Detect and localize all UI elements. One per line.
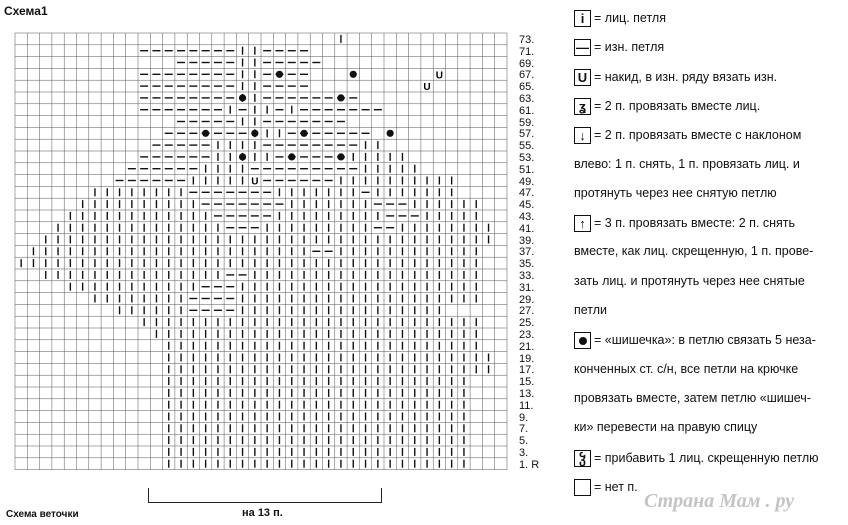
watermark: Страна Мам . ру: [644, 490, 795, 512]
legend-item: [574, 450, 819, 467]
row-number: 27.: [519, 305, 535, 318]
legend-item: [574, 215, 795, 232]
legend-symbol-icon: —: [576, 40, 589, 56]
legend-item: [574, 362, 798, 376]
yarn-over-stitch: U: [423, 82, 431, 94]
legend-text: = изн. петля: [594, 40, 665, 55]
row-number: 15.: [519, 376, 535, 389]
row-number: 49.: [519, 175, 535, 188]
footer-label: Схема веточки: [6, 509, 79, 520]
row-number: 23.: [519, 329, 535, 341]
row-number: 57.: [519, 128, 535, 141]
row-number: 13.: [519, 388, 535, 400]
repeat-label: на 13 п.: [242, 507, 283, 519]
legend-text: зать лиц. и протянуть через нее снятые: [574, 273, 805, 288]
row-number: 39.: [519, 234, 535, 247]
bobble-stitch: [239, 94, 246, 101]
legend-text: = нет п.: [594, 479, 638, 494]
row-number: 5.: [519, 435, 529, 448]
repeat-bracket: [148, 488, 382, 503]
legend-item: [574, 39, 664, 56]
legend-text: протянуть через нее снятую петлю: [574, 185, 777, 200]
row-number: 61.: [519, 104, 535, 117]
legend-item: [574, 244, 813, 258]
legend-item: [574, 303, 607, 317]
legend-symbol-icon: ↓: [574, 127, 591, 144]
legend-item: [574, 98, 760, 115]
legend-symbol-icon: ↑: [574, 215, 591, 232]
row-number: 25.: [519, 317, 535, 330]
legend-item: [574, 420, 757, 434]
legend-text: = лиц. петля: [594, 10, 666, 25]
yarn-over-stitch: U: [251, 176, 259, 188]
legend-item: [574, 10, 666, 27]
legend-item: [574, 69, 777, 86]
row-number: 29.: [519, 293, 535, 306]
row-number: 73.: [519, 34, 535, 46]
legend-item: [574, 186, 777, 200]
legend-item: [574, 157, 800, 171]
legend-symbol-icon: i: [574, 10, 591, 27]
row-number: 65.: [519, 81, 535, 94]
legend-text: = 3 п. провязать вместе: 2 п. снять: [594, 215, 796, 230]
row-number: 71.: [519, 45, 535, 58]
legend-item: [574, 332, 816, 349]
legend-item: [574, 479, 638, 496]
yarn-over-stitch: U: [435, 70, 443, 82]
row-number: 7.: [519, 423, 529, 436]
row-number: 41.: [519, 222, 535, 235]
bobble-stitch: [251, 130, 258, 137]
bobble-stitch: [387, 130, 394, 137]
chart-title: Схема1: [4, 4, 48, 18]
legend-item: [574, 127, 801, 144]
row-number: 35.: [519, 258, 535, 271]
row-number: 31.: [519, 281, 535, 294]
legend-text: влево: 1 п. снять, 1 п. провязать лиц. и: [574, 156, 800, 171]
row-number: 11.: [519, 399, 534, 412]
row-number: 43.: [519, 211, 535, 223]
legend-text: = 2 п. провязать вместе с наклоном: [594, 127, 802, 142]
row-number: 69.: [519, 57, 535, 70]
row-number: 17.: [519, 364, 535, 377]
row-number: 33.: [519, 270, 535, 282]
bobble-stitch: [276, 71, 283, 78]
legend-symbol-icon: U: [574, 69, 591, 86]
legend-text: провязать вместе, затем петлю «шишеч-: [574, 390, 811, 405]
bobble-stitch: [288, 153, 295, 160]
legend-text: вместе, как лиц. скрещенную, 1 п. прове-: [574, 244, 814, 259]
legend-item: [574, 274, 805, 288]
bobble-stitch: [350, 71, 357, 78]
row-number: 3.: [519, 447, 529, 459]
legend-text: = «шишечка»: в петлю связать 5 неза-: [594, 333, 816, 348]
row-number: 1. R: [519, 458, 540, 471]
bobble-stitch: [337, 153, 344, 160]
legend-symbol-icon: [574, 479, 591, 496]
bobble-stitch: [239, 153, 246, 160]
row-number: 59.: [519, 116, 535, 129]
row-number: 63.: [519, 93, 535, 105]
legend-text: ки» перевести на правую спицу: [574, 420, 758, 435]
row-number: 21.: [519, 340, 535, 353]
bobble-stitch: [337, 94, 344, 101]
legend-symbol-icon: ʓ: [574, 98, 591, 115]
row-number: 55.: [519, 140, 535, 153]
row-number: 45.: [519, 199, 535, 212]
row-number: 53.: [519, 152, 535, 164]
legend-item: [574, 391, 811, 405]
bobble-stitch: [300, 130, 307, 137]
row-number: 51.: [519, 163, 535, 176]
row-number: 9.: [519, 411, 529, 424]
row-number: 19.: [519, 352, 535, 365]
legend-text: = 2 п. провязать вместе лиц.: [594, 98, 761, 113]
row-number: 47.: [519, 187, 535, 200]
row-number: 67.: [519, 69, 535, 82]
legend-text: = прибавить 1 лиц. скрещенную петлю: [594, 450, 819, 465]
legend-text: = накид, в изн. ряду вязать изн.: [594, 69, 778, 84]
bobble-stitch: [202, 130, 209, 137]
legend-symbol-icon: ჴ: [574, 450, 591, 467]
row-number: 37.: [519, 246, 535, 259]
legend-text: конченных ст. с/н, все петли на крючке: [574, 361, 799, 376]
legend-symbol-icon: [574, 332, 591, 349]
legend-text: петли: [574, 303, 608, 317]
